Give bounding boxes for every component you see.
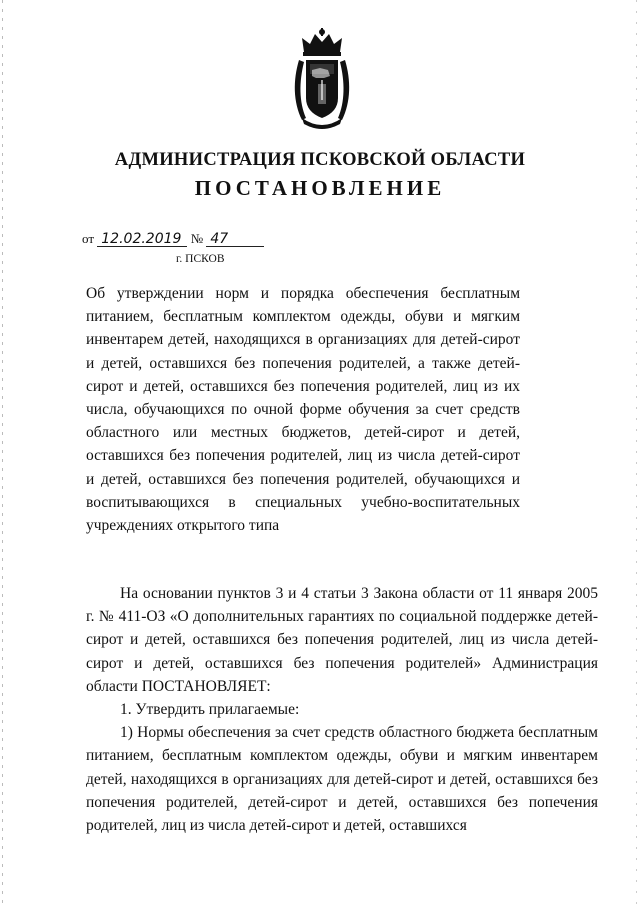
date-prefix: от <box>82 231 95 246</box>
organization-name: АДМИНИСТРАЦИЯ ПСКОВСКОЙ ОБЛАСТИ <box>114 150 526 170</box>
document-number: 47 <box>206 232 264 247</box>
scan-edge-right <box>636 0 637 905</box>
body-paragraph: 1) Нормы обеспечения за счет средств областного бюджета бесплатным питанием, бесплатным комплектом одежды, обуви и мягким инвентарем детей, находящихся в организациях для детей-сирот и детей, оставшихся без попечения родителей, детей-сирот и детей, оставшихся без попечения родителей, лиц из числа детей-сирот и детей, оставшихся <box>86 724 598 835</box>
date-number-line <box>82 231 264 247</box>
document-title: Об утверждении норм и порядка обеспечения бесплатным питанием, бесплатным комплектом одежды, обуви и мягким инвентарем детей, находящихся в организациях для детей-сирот и детей, оставшихся без попечения родителей, а также детей-сирот и детей, оставшихся без попечения родителей, лиц из их числа, обучающихся по очной форме обучения за счет средств областного или местных бюджетов, детей-сирот и детей, оставшихся без попечения родителей, лиц из числа детей-сирот и детей, оставшихся без попечения родителей, обучающихся и воспитывающихся в специальных учебно-воспитательных учреждениях открытого типа <box>86 285 520 535</box>
body-paragraph: 1. Утвердить прилагаемые: <box>120 701 300 719</box>
body-paragraph: На основании пунктов 3 и 4 статьи 3 Закона области от 11 января 2005 г. № 411-ОЗ «О дополнительных гарантиях по социальной поддержке детей-сирот и детей, оставшихся без попечения родителей, лиц из числа детей-сирот и детей, оставшихся без попечения родителей» Администрация области ПОСТАНОВЛЯЕТ: <box>86 585 598 695</box>
city-label: г. ПСКОВ <box>176 253 225 265</box>
document-body <box>86 582 598 837</box>
document-type: ПОСТАНОВЛЕНИЕ <box>194 176 446 200</box>
scan-edge-left <box>2 0 3 905</box>
document-date: 12.02.2019 <box>97 232 187 247</box>
pskov-coat-of-arms-icon <box>290 28 354 130</box>
number-prefix: № <box>190 231 204 246</box>
